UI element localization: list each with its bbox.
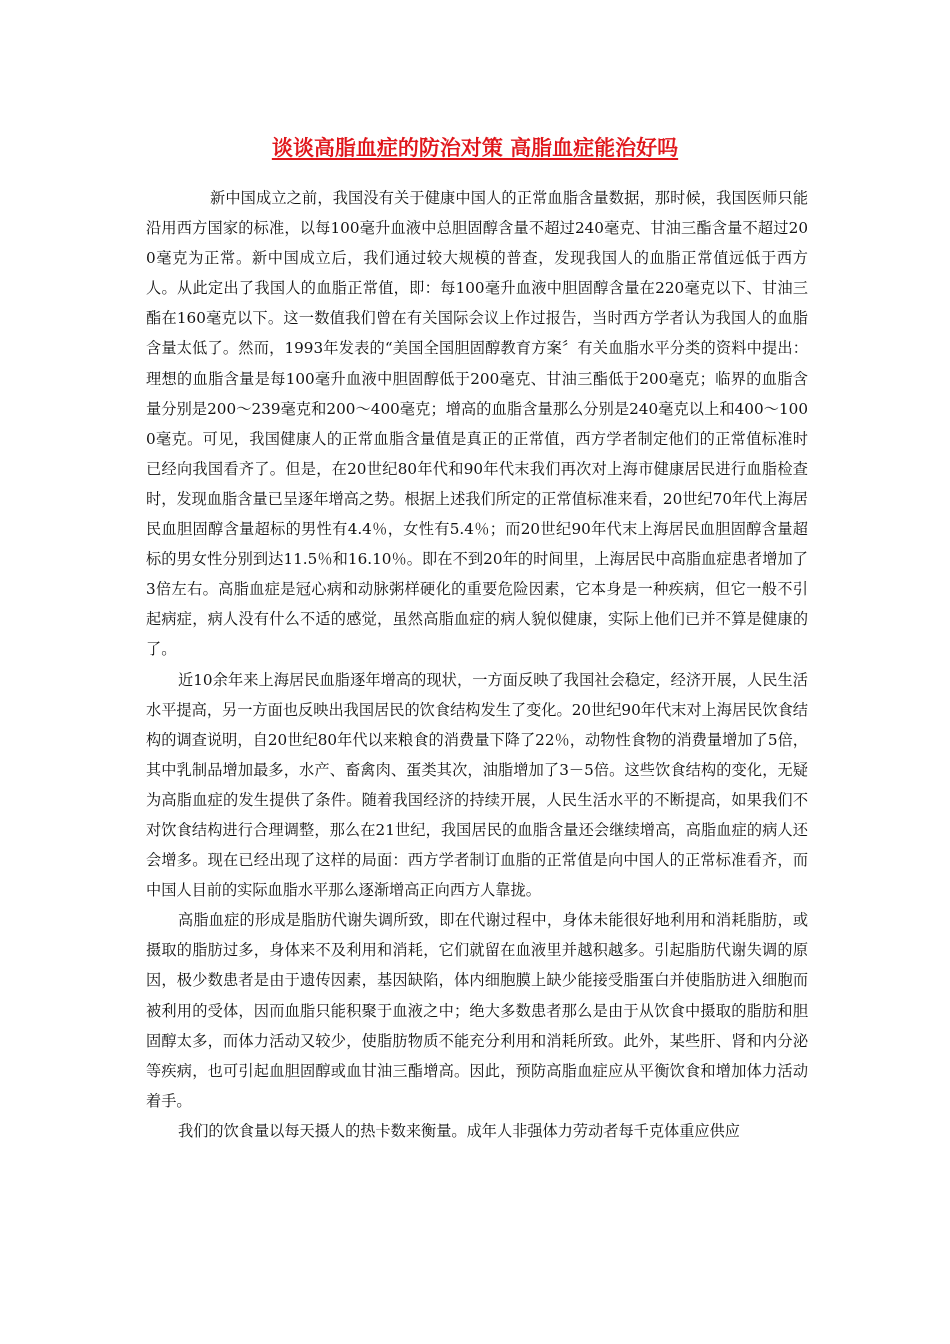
paragraph: 近10余年来上海居民血脂逐年增高的现状，一方面反映了我国社会稳定，经济开展，人民生活水平提高，另一方面也反映出我国居民的饮食结构发生了变化。20世纪90年代末对上海居民饮食结构的调查说明，自20世纪80年代以来粮食的消费量下降了22％，动物性食物的消费量增加了5倍，其中乳制品增加最多，水产、畜禽肉、蛋类其次，油脂增加了3－5倍。这些饮食结构的变化，无疑为高脂血症的发生提供了条件。随着我国经济的持续开展，人民生活水平的不断提高，如果我们不对饮食结构进行合理调整，那么在21世纪，我国居民的血脂含量还会继续增高，高脂血症的病人还会增多。现在已经出现了这样的局面：西方学者制订血脂的正常值是向中国人的正常标准看齐，而中国人目前的实际血脂水平那么逐渐增高正向西方人靠拢。: [146, 670, 808, 900]
paragraph: 高脂血症的形成是脂肪代谢失调所致，即在代谢过程中，身体未能很好地利用和消耗脂肪，或摄取的脂肪过多，身体来不及利用和消耗，它们就留在血液里并越积越多。引起脂肪代谢失调的原因，极少数患者是由于遗传因素，基因缺陷，体内细胞膜上缺少能接受脂蛋白并使脂肪进入细胞而被利用的受体，因而血脂只能积聚于血液之中；绝大多数患者那么是由于从饮食中摄取的脂肪和胆固醇太多，而体力活动又较少，使脂肪物质不能充分利用和消耗所致。此外，某些肝、肾和内分泌等疾病，也可引起血胆固醇或血甘油三酯增高。因此，预防高脂血症应从平衡饮食和增加体力活动着手。: [146, 911, 808, 1110]
document-body: [146, 183, 808, 1146]
document-title: 谈谈高脂血症的防治对策 高脂血症能治好吗: [271, 136, 679, 160]
paragraph: 我们的饮食量以每天摄人的热卡数来衡量。成年人非强体力劳动者每千克体重应供应: [178, 1121, 740, 1140]
paragraph: 新中国成立之前，我国没有关于健康中国人的正常血脂含量数据，那时候，我国医师只能沿用西方国家的标准，以每100毫升血液中总胆固醇含量不超过240毫克、甘油三酯含量不超过200毫克为正常。新中国成立后，我们通过较大规模的普查，发现我国人的血脂正常值远低于西方人。从此定出了我国人的血脂正常值，即：每100毫升血液中胆固醇含量在220毫克以下、甘油三酯在160毫克以下。这一数值我们曾在有关国际会议上作过报告，当时西方学者认为我国人的血脂含量太低了。然而，1993年发表的“美国全国胆固醇教育方案〞有关血脂水平分类的资料中提出：理想的血脂含量是每100毫升血液中胆固醇低于200毫克、甘油三酯低于200毫克；临界的血脂含量分别是200～239毫克和200～400毫克；增高的血脂含量那么分别是240毫克以上和400～1000毫克。可见，我国健康人的正常血脂含量值是真正的正常值，西方学者制定他们的正常值标准时已经向我国看齐了。但是，在20世纪80年代和90年代末我们再次对上海市健康居民进行血脂检查时，发现血脂含量已呈逐年增高之势。根据上述我们所定的正常值标准来看，20世纪70年代上海居民血胆固醇含量超标的男性有4.4％，女性有5.4％；而20世纪90年代末上海居民血胆固醇含量超标的男女性分别到达11.5％和16.10％。即在不到20年的时间里，上海居民中高脂血症患者增加了3倍左右。高脂血症是冠心病和动脉粥样硬化的重要危险因素，它本身是一种疾病，但它一般不引起病症，病人没有什么不适的感觉，虽然高脂血症的病人貌似健康，实际上他们已并不算是健康的了。: [146, 189, 808, 659]
